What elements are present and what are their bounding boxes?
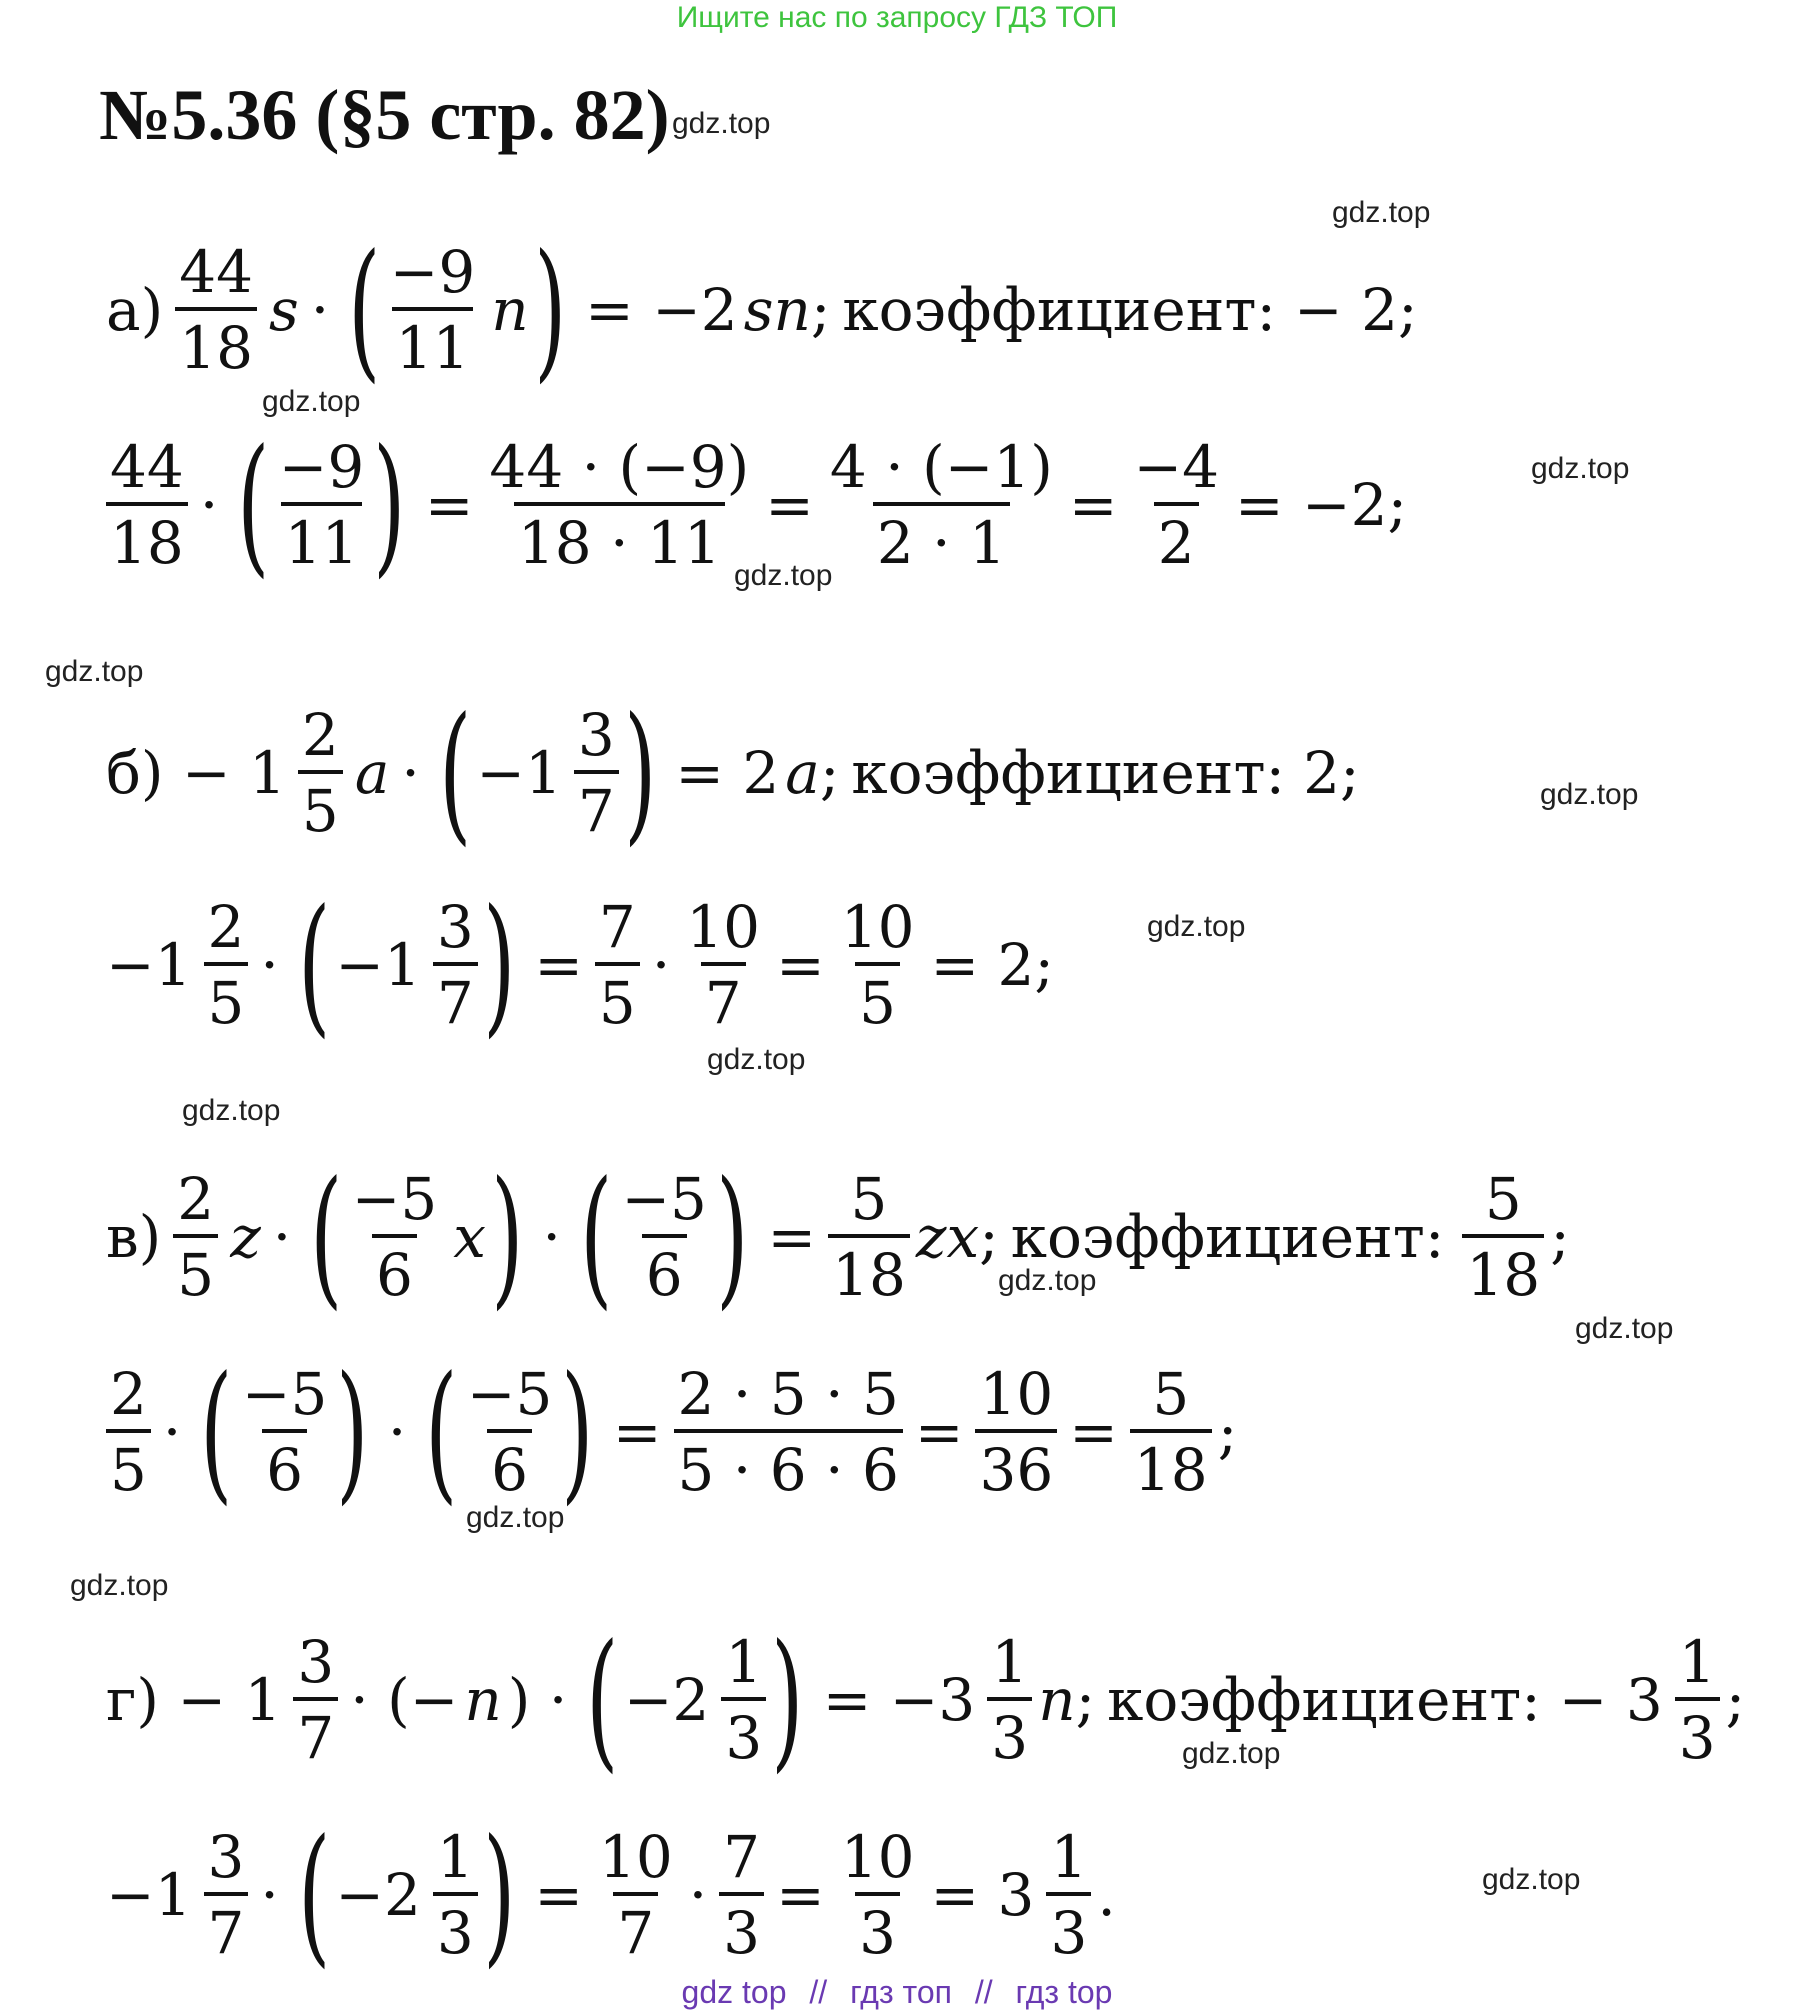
footer-link[interactable]: gdz top: [681, 1974, 787, 2010]
fraction: ( $\frac{-9}{11}$: [389, 238, 476, 382]
result-variable: sn: [743, 276, 811, 344]
watermark: gdz.top: [998, 1264, 1097, 1297]
result: = −2: [585, 276, 738, 344]
whole-part: −1: [106, 931, 192, 999]
operator: ·: [260, 931, 279, 999]
parenthesized-group: [297, 1162, 536, 1312]
variable: s: [269, 276, 299, 344]
equals: =: [534, 1861, 583, 1929]
equals: =: [765, 471, 814, 539]
result: = −3: [822, 1666, 976, 1734]
watermark: gdz.top: [1147, 910, 1246, 943]
equals: =: [767, 1203, 817, 1271]
variable: n: [491, 276, 529, 344]
fraction: $\frac{1}{3}$: [433, 1828, 478, 1962]
variable: x: [453, 1203, 486, 1271]
footer-separator: //: [809, 1974, 828, 2010]
semicolon: ;: [979, 1203, 999, 1271]
whole-part: ( −1: [476, 739, 562, 807]
watermark: gdz.top: [1531, 452, 1630, 485]
parenthesized-group: [335, 235, 579, 385]
fraction: $\frac{5}{18}$: [828, 1170, 910, 1304]
watermark: gdz.top: [70, 1569, 169, 1602]
fraction: $\frac{3}{7}$: [204, 1828, 249, 1962]
fraction: $\frac{3}{7}$: [433, 898, 478, 1032]
parenthesized-group: [285, 890, 528, 1040]
operator: ·: [272, 1203, 292, 1271]
result: = 3: [930, 1861, 1035, 1929]
fraction: $\frac{1}{3}$: [987, 1633, 1032, 1767]
watermark: gdz.top: [1182, 1737, 1281, 1770]
result: = 2;: [930, 931, 1054, 999]
parenthesized-group: [412, 1357, 607, 1507]
equation-c: [100, 1157, 1570, 1317]
fraction: $\frac{10}{7}$: [598, 1823, 673, 1967]
fraction: $\frac{4 \cdot (-1)}{2 \cdot 1}$: [829, 433, 1053, 577]
fraction: ( $\frac{-5}{6}$: [351, 1165, 438, 1309]
coefficient-label: коэффициент:: [1107, 1666, 1541, 1734]
top-banner[interactable]: Ищите нас по запросу ГДЗ ТОП: [676, 1, 1118, 34]
coefficient-label: коэффициент:: [851, 739, 1286, 807]
whole-part: ( −2: [335, 1861, 421, 1929]
variable: a: [354, 739, 390, 807]
label-a: а): [106, 276, 164, 344]
calculation-a: [100, 425, 1413, 585]
fraction: $\frac{1}{3}$: [1675, 1633, 1720, 1767]
watermark: gdz.top: [45, 655, 144, 688]
coefficient-label: коэффициент:: [1010, 1203, 1445, 1271]
result: = 2: [675, 739, 780, 807]
equals: =: [914, 1398, 964, 1466]
equals: =: [776, 1861, 825, 1929]
operator: ·: [199, 471, 219, 539]
coefficient-value: 2;: [1303, 739, 1360, 807]
equals: =: [1068, 471, 1118, 539]
result-variable: zx: [915, 1203, 980, 1271]
equals: =: [776, 931, 825, 999]
parenthesized-group: [567, 1162, 762, 1312]
operator: ·: [162, 1398, 182, 1466]
fraction: ( $\frac{-5}{6}$: [621, 1165, 707, 1309]
coefficient-label: коэффициент:: [842, 276, 1277, 344]
fraction: $\frac{1}{3}$: [1046, 1828, 1091, 1962]
equation-a: [100, 230, 1424, 390]
equals: =: [612, 1398, 662, 1466]
whole-part: ( −2: [623, 1666, 710, 1734]
fraction: $\frac{44}{18}$: [106, 438, 188, 572]
variable: n: [464, 1666, 502, 1734]
fraction: $\frac{7}{5}$: [595, 898, 640, 1032]
fraction: $\frac{3}{7}$: [293, 1633, 338, 1767]
equals: =: [424, 471, 474, 539]
parenthesized-group: [285, 1820, 528, 1970]
fraction: $\frac{44}{18}$: [175, 243, 257, 377]
fraction: $\frac{10}{3}$: [840, 1823, 915, 1967]
label-c: в): [106, 1203, 162, 1271]
result-variable: a: [785, 739, 820, 807]
label-b: б) − 1: [106, 739, 286, 807]
footer-separator: //: [974, 1974, 993, 2010]
operator: ·: [387, 1398, 407, 1466]
parenthesized-group: [187, 1357, 382, 1507]
operator: ) ·: [507, 1666, 568, 1734]
parenthesized-group: [426, 698, 669, 848]
whole-part: −1: [106, 1861, 192, 1929]
semicolon: ;: [1550, 1203, 1570, 1271]
fraction: $\frac{44 \cdot (-9)}{18 \cdot 11}$: [489, 433, 750, 577]
watermark: gdz.top: [1575, 1312, 1674, 1345]
semicolon: ;: [1217, 1398, 1238, 1466]
watermark: gdz.top: [1482, 1863, 1581, 1896]
watermark: gdz.top: [262, 385, 361, 418]
fraction: $\frac{10}{7}$: [686, 893, 761, 1037]
watermark: gdz.top: [734, 559, 833, 592]
watermark: gdz.top: [1540, 778, 1639, 811]
operator: ·: [651, 931, 671, 999]
fraction: ( $\frac{-5}{6}$: [241, 1360, 328, 1504]
semicolon: ;: [810, 276, 831, 344]
equals: =: [1069, 1398, 1118, 1466]
fraction: $\frac{5}{18}$: [1462, 1170, 1544, 1304]
calculation-d: [100, 1815, 1116, 1975]
operator: · (−: [350, 1666, 459, 1734]
parenthesized-group: [573, 1625, 816, 1775]
semicolon: ;: [1725, 1666, 1746, 1734]
equals: =: [534, 931, 583, 999]
calculation-c: [100, 1352, 1237, 1512]
fraction: $\frac{1}{3}$: [721, 1633, 766, 1767]
fraction: $\frac{2}{5}$: [173, 1170, 218, 1304]
operator: ·: [260, 1861, 279, 1929]
label-d: г) − 1: [106, 1666, 282, 1734]
footer-link[interactable]: гдз top: [1015, 1974, 1113, 2010]
equation-b: [100, 693, 1366, 853]
calculation-b: [100, 885, 1060, 1045]
result-variable: n: [1038, 1666, 1076, 1734]
fraction: $\frac{2}{5}$: [204, 898, 249, 1032]
fraction: $\frac{-4}{2}$: [1133, 433, 1219, 577]
footer-link[interactable]: гдз топ: [850, 1974, 952, 2010]
coefficient-whole: − 3: [1558, 1666, 1663, 1734]
operator: ·: [310, 276, 330, 344]
coefficient-value: − 2;: [1294, 276, 1418, 344]
operator: ·: [688, 1861, 708, 1929]
fraction: $\frac{2}{5}$: [298, 706, 343, 840]
fraction: $\frac{5}{18}$: [1130, 1365, 1212, 1499]
fraction: ( $\frac{-9}{11}$: [278, 433, 365, 577]
fraction: $\frac{7}{3}$: [719, 1828, 764, 1962]
watermark: gdz.top: [1332, 196, 1431, 229]
whole-part: ( −1: [335, 931, 421, 999]
watermark: gdz.top: [182, 1094, 281, 1127]
fraction: $\frac{2}{5}$: [106, 1365, 151, 1499]
semicolon: ;: [1075, 1666, 1096, 1734]
result: = −2;: [1234, 471, 1408, 539]
operator: ·: [542, 1203, 561, 1271]
fraction: $\frac{2 \cdot 5 \cdot 5}{5 \cdot 6 \cdot 6}$: [674, 1365, 903, 1499]
problem-title: №5.36 (§5 стр. 82): [99, 75, 670, 155]
watermark: gdz.top: [707, 1043, 806, 1076]
operator: ·: [401, 739, 420, 807]
fraction: $\frac{3}{7}$: [574, 706, 619, 840]
semicolon: ;: [819, 739, 840, 807]
fraction: $\frac{10}{36}$: [975, 1365, 1057, 1499]
watermark: gdz.top: [672, 107, 771, 140]
equation-d: [100, 1620, 1745, 1780]
fraction: ( $\frac{-5}{6}$: [466, 1360, 553, 1504]
fraction: $\frac{10}{5}$: [840, 893, 915, 1037]
parenthesized-group: [224, 430, 419, 580]
watermark: gdz.top: [466, 1501, 565, 1534]
footer-links: [0, 1972, 1794, 2012]
variable: z: [230, 1203, 261, 1271]
period: .: [1097, 1861, 1116, 1929]
